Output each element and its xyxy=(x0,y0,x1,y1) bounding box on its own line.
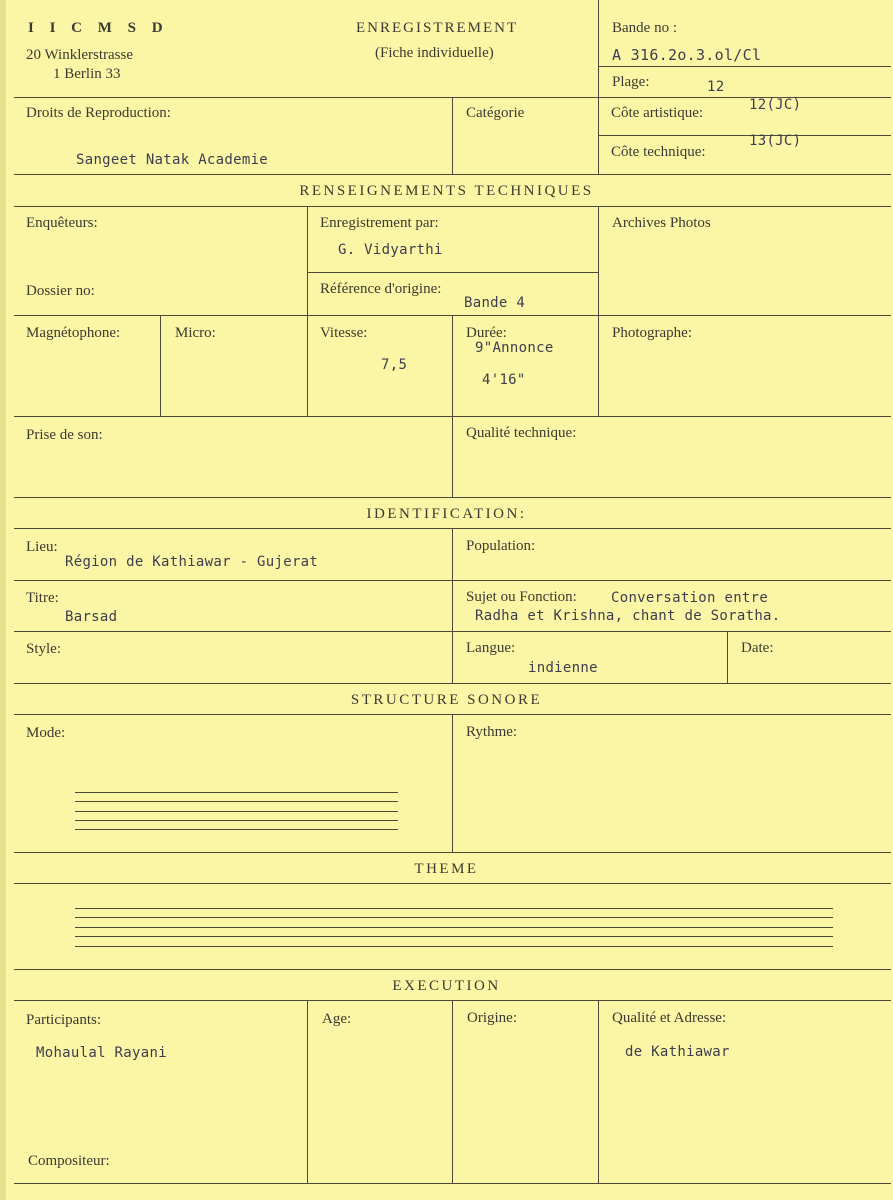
dossier-no-label: Dossier no: xyxy=(26,283,95,299)
rule xyxy=(307,272,599,273)
cote-technique-label: Côte technique: xyxy=(611,144,706,160)
mode-line xyxy=(75,801,398,802)
paper-edge xyxy=(0,0,6,1200)
mode-line xyxy=(75,811,398,812)
photographe-label: Photographe: xyxy=(612,325,692,341)
section-structure-sonore: STRUCTURE SONORE xyxy=(350,692,543,708)
section-renseignements: RENSEIGNEMENTS TECHNIQUES xyxy=(299,183,594,199)
sujet-value-line1: Conversation entre xyxy=(611,590,769,606)
rule xyxy=(599,66,891,67)
section-execution: EXECUTION xyxy=(392,978,501,994)
reference-label: Référence d'origine: xyxy=(320,281,442,297)
cote-artistique-value: 12(JC) xyxy=(749,97,802,113)
rule xyxy=(598,206,599,416)
enregistrement-par-label: Enregistrement par: xyxy=(320,215,439,231)
mode-line xyxy=(75,792,398,793)
section-identification: IDENTIFICATION: xyxy=(366,506,527,522)
enqueteurs-label: Enquêteurs: xyxy=(26,215,98,231)
rule xyxy=(452,97,453,174)
rule xyxy=(307,206,308,416)
droits-value: Sangeet Natak Academie xyxy=(76,152,269,168)
origine-label: Origine: xyxy=(467,1010,517,1026)
langue-label: Langue: xyxy=(466,640,516,656)
form-subtitle: (Fiche individuelle) xyxy=(375,45,494,61)
rule xyxy=(307,1000,308,1183)
rule xyxy=(599,135,891,136)
rule xyxy=(452,528,453,683)
droits-label: Droits de Reproduction: xyxy=(26,105,171,121)
rule xyxy=(14,174,891,175)
vitesse-label: Vitesse: xyxy=(320,325,368,341)
rule xyxy=(598,0,599,174)
sujet-label: Sujet ou Fonction: xyxy=(466,589,577,605)
duree-value-time: 4'16" xyxy=(482,372,526,388)
micro-label: Micro: xyxy=(175,325,216,341)
cote-technique-value: 13(JC) xyxy=(749,133,802,149)
rule xyxy=(452,315,453,497)
compositeur-label: Compositeur: xyxy=(28,1153,110,1169)
rule xyxy=(452,1000,453,1183)
theme-line xyxy=(75,936,833,937)
duree-value-annonce: 9"Annonce xyxy=(475,340,554,356)
sujet-value-line2: Radha et Krishna, chant de Soratha. xyxy=(475,608,781,624)
address-line2: 1 Berlin 33 xyxy=(53,66,121,82)
lieu-value: Région de Kathiawar - Gujerat xyxy=(65,554,319,570)
age-label: Age: xyxy=(322,1011,352,1027)
form-title: ENREGISTREMENT xyxy=(356,20,519,36)
langue-value: indienne xyxy=(528,660,598,676)
rule xyxy=(14,683,891,684)
rule xyxy=(14,852,891,853)
rythme-label: Rythme: xyxy=(466,724,518,740)
participant-value: Mohaulal Rayani xyxy=(36,1045,167,1061)
mode-label: Mode: xyxy=(26,725,66,741)
rule xyxy=(452,714,453,852)
rule xyxy=(727,631,728,683)
lieu-label: Lieu: xyxy=(26,539,58,555)
duree-label: Durée: xyxy=(466,325,507,341)
rule xyxy=(598,1000,599,1183)
titre-value: Barsad xyxy=(65,609,118,625)
plage-label: Plage: xyxy=(612,74,650,90)
logo: I I C M S D xyxy=(28,20,169,36)
rule xyxy=(160,315,161,416)
participants-label: Participants: xyxy=(26,1012,101,1028)
rule xyxy=(14,1183,891,1184)
section-theme: THEME xyxy=(414,861,479,877)
theme-line xyxy=(75,946,833,947)
titre-label: Titre: xyxy=(26,590,59,606)
enregistrement-par-value: G. Vidyarthi xyxy=(338,242,443,258)
categorie-label: Catégorie xyxy=(466,105,525,121)
prise-de-son-label: Prise de son: xyxy=(26,427,103,443)
rule xyxy=(14,497,891,498)
theme-line xyxy=(75,927,833,928)
magnetophone-label: Magnétophone: xyxy=(26,325,121,341)
qualite-technique-label: Qualité technique: xyxy=(466,425,577,441)
rule xyxy=(14,206,891,207)
plage-value: 12 xyxy=(707,79,725,95)
bande-no-value: A 316.2o.3.ol/Cl xyxy=(612,46,762,64)
bande-no-label: Bande no : xyxy=(612,20,677,36)
style-label: Style: xyxy=(26,641,62,657)
qualite-adresse-label: Qualité et Adresse: xyxy=(612,1010,727,1026)
rule xyxy=(14,969,891,970)
theme-line xyxy=(75,917,833,918)
date-label: Date: xyxy=(741,640,774,656)
cote-artistique-label: Côte artistique: xyxy=(611,105,704,121)
qualite-adresse-value: de Kathiawar xyxy=(625,1044,730,1060)
rule xyxy=(14,883,891,884)
mode-line xyxy=(75,829,398,830)
reference-value: Bande 4 xyxy=(464,295,526,311)
vitesse-value: 7,5 xyxy=(381,357,408,373)
address-line1: 20 Winklerstrasse xyxy=(26,47,134,63)
archives-photos-label: Archives Photos xyxy=(612,215,711,231)
mode-line xyxy=(75,820,398,821)
theme-line xyxy=(75,908,833,909)
population-label: Population: xyxy=(466,538,536,554)
